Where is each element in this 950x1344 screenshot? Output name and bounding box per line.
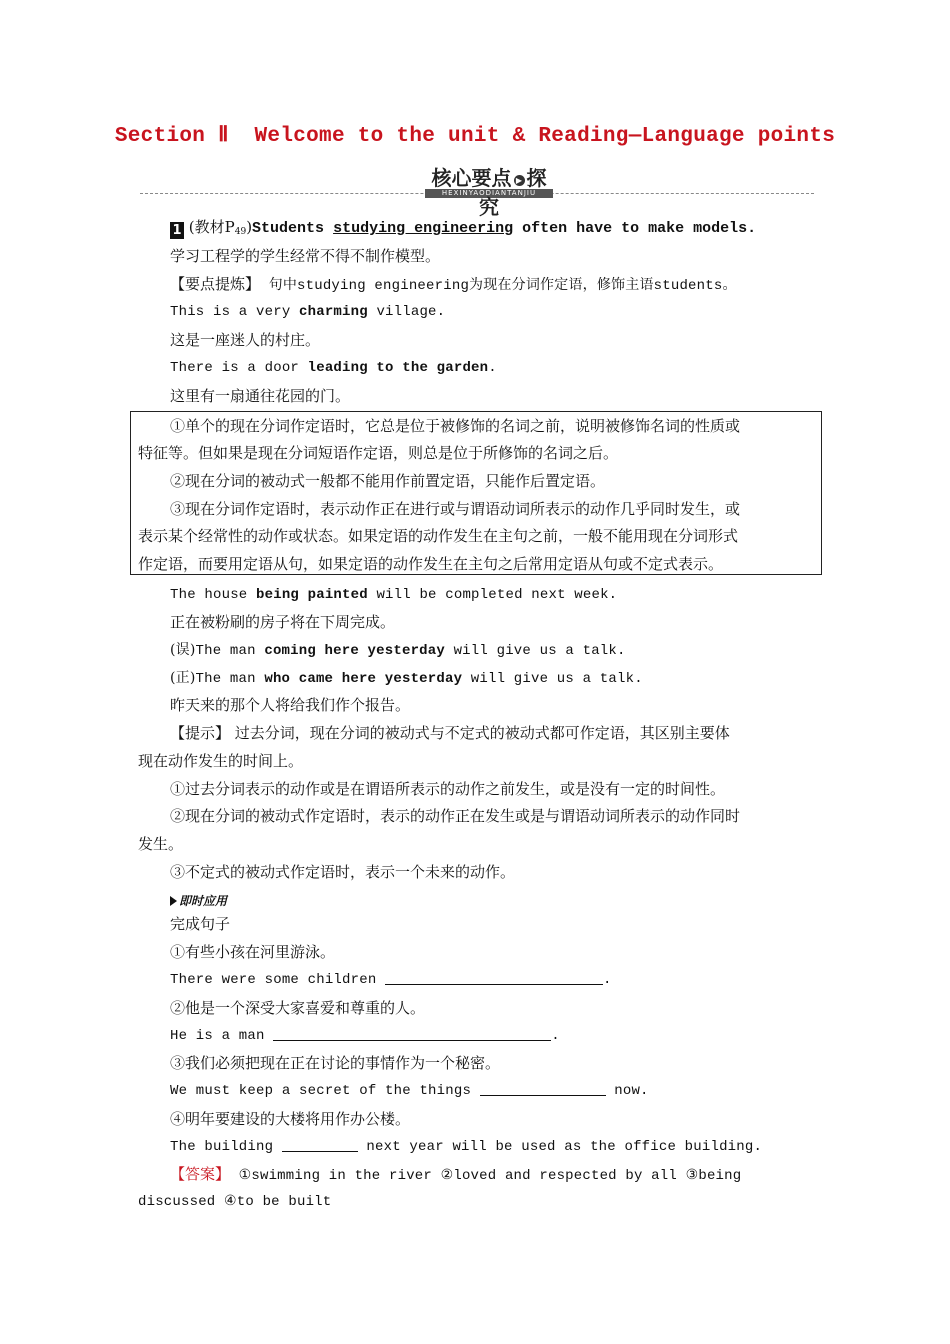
box-line-2: 特征等。但如果是现在分词短语作定语，则总是位于所修饰的名词之后。 — [138, 444, 619, 462]
box-line-5: 表示某个经常性的动作或状态。如果定语的动作发生在主句之前，一般不能用现在分词形式 — [138, 527, 739, 545]
item1-source: (教材P49) — [188, 218, 253, 237]
q3-answer-blank[interactable] — [480, 1081, 606, 1096]
key-point: 【要点提炼】 句中studying engineering为现在分词作定语，修饰主语students。 — [170, 275, 737, 294]
tip-line-2: 现在动作发生的时间上。 — [138, 752, 304, 770]
q4-answer-blank[interactable] — [282, 1137, 358, 1152]
arrow-right-icon: ▶ — [514, 175, 525, 186]
banner-heading-a: 核心要点 — [431, 166, 512, 190]
item1-translation: 学习工程学的学生经常不得不制作模型。 — [170, 247, 441, 265]
tip-line-1: 【提示】 过去分词，现在分词的被动式与不定式的被动式都可作定语，其区别主要体 — [170, 724, 730, 742]
q3-english: We must keep a secret of the things now. — [170, 1083, 649, 1099]
banner-heading-b: 探究 — [479, 166, 547, 219]
q1-english: There were some children . — [170, 972, 612, 988]
tip-point-1: ①过去分词表示的动作或是在谓语所表示的动作之前发生，或是没有一定的时间性。 — [170, 780, 726, 798]
banner-subtitle: HEXINYAODIANTANJIU — [441, 189, 537, 197]
example-1-translation: 这是一座迷人的村庄。 — [170, 331, 321, 349]
page-title: Section Ⅱ Welcome to the unit & Reading—Language points — [114, 125, 836, 148]
example-3: The house being painted will be completed next week. — [170, 587, 618, 603]
q2-english: He is a man . — [170, 1028, 560, 1044]
q1-chinese: ①有些小孩在河里游泳。 — [170, 943, 336, 961]
q4-english: The building next year will be used as the office building. — [170, 1139, 763, 1155]
box-line-4: ③现在分词作定语时，表示动作正在进行或与谓语动词所表示的动作几乎同时发生，或 — [170, 500, 741, 518]
item1-sentence: 1 (教材P49)Students studying engineering often have to make models. — [170, 217, 756, 242]
example-2: There is a door leading to the garden. — [170, 360, 497, 376]
example-2-translation: 这里有一扇通往花园的门。 — [170, 387, 351, 405]
banner-heading — [423, 162, 555, 220]
section-banner — [140, 160, 814, 219]
q2-chinese: ②他是一个深受大家喜爱和尊重的人。 — [170, 999, 426, 1017]
triangle-right-icon — [170, 896, 177, 906]
example-1: This is a very charming village. — [170, 304, 446, 320]
q4-chinese: ④明年要建设的大楼将用作办公楼。 — [170, 1110, 411, 1128]
box-line-6: 作定语，而要用定语从句，如果定语的动作发生在主句之后常用定语从句或不定式表示。 — [138, 555, 724, 573]
example-3-translation: 正在被粉刷的房子将在下周完成。 — [170, 613, 396, 631]
tip-point-3: ③不定式的被动式作定语时，表示一个未来的动作。 — [170, 863, 516, 881]
tip-point-2a: ②现在分词的被动式作定语时，表示的动作正在发生或是与谓语动词所表示的动作同时 — [170, 807, 741, 825]
underlined-phrase: studying engineering — [333, 220, 514, 237]
wrong-example: (误)The man coming here yesterday will give us a talk. — [170, 642, 626, 659]
right-example: (正)The man who came here yesterday will give us a talk. — [170, 670, 643, 687]
q1-answer-blank[interactable] — [385, 970, 603, 985]
q2-answer-blank[interactable] — [273, 1026, 551, 1041]
q3-chinese: ③我们必须把现在正在讨论的事情作为一个秘密。 — [170, 1054, 501, 1072]
tip-point-2b: 发生。 — [138, 835, 184, 853]
answer-line-1: 【答案】 ①swimming in the river ②loved and respected by all ③being — [170, 1165, 742, 1184]
practice-heading: 完成句子 — [170, 915, 231, 933]
box-line-1: ①单个的现在分词作定语时，它总是位于被修饰的名词之前，说明被修饰名词的性质或 — [170, 417, 741, 435]
answer-label: 【答案】 — [170, 1165, 231, 1183]
practice-tag: 即时应用 — [170, 890, 227, 911]
box-line-3: ②现在分词的被动式一般都不能用作前置定语，只能作后置定语。 — [170, 472, 606, 490]
item-number-badge: 1 — [170, 222, 184, 239]
answer-line-2: discussed ④to be built — [138, 1194, 332, 1210]
example-4-translation: 昨天来的那个人将给我们作个报告。 — [170, 696, 411, 714]
